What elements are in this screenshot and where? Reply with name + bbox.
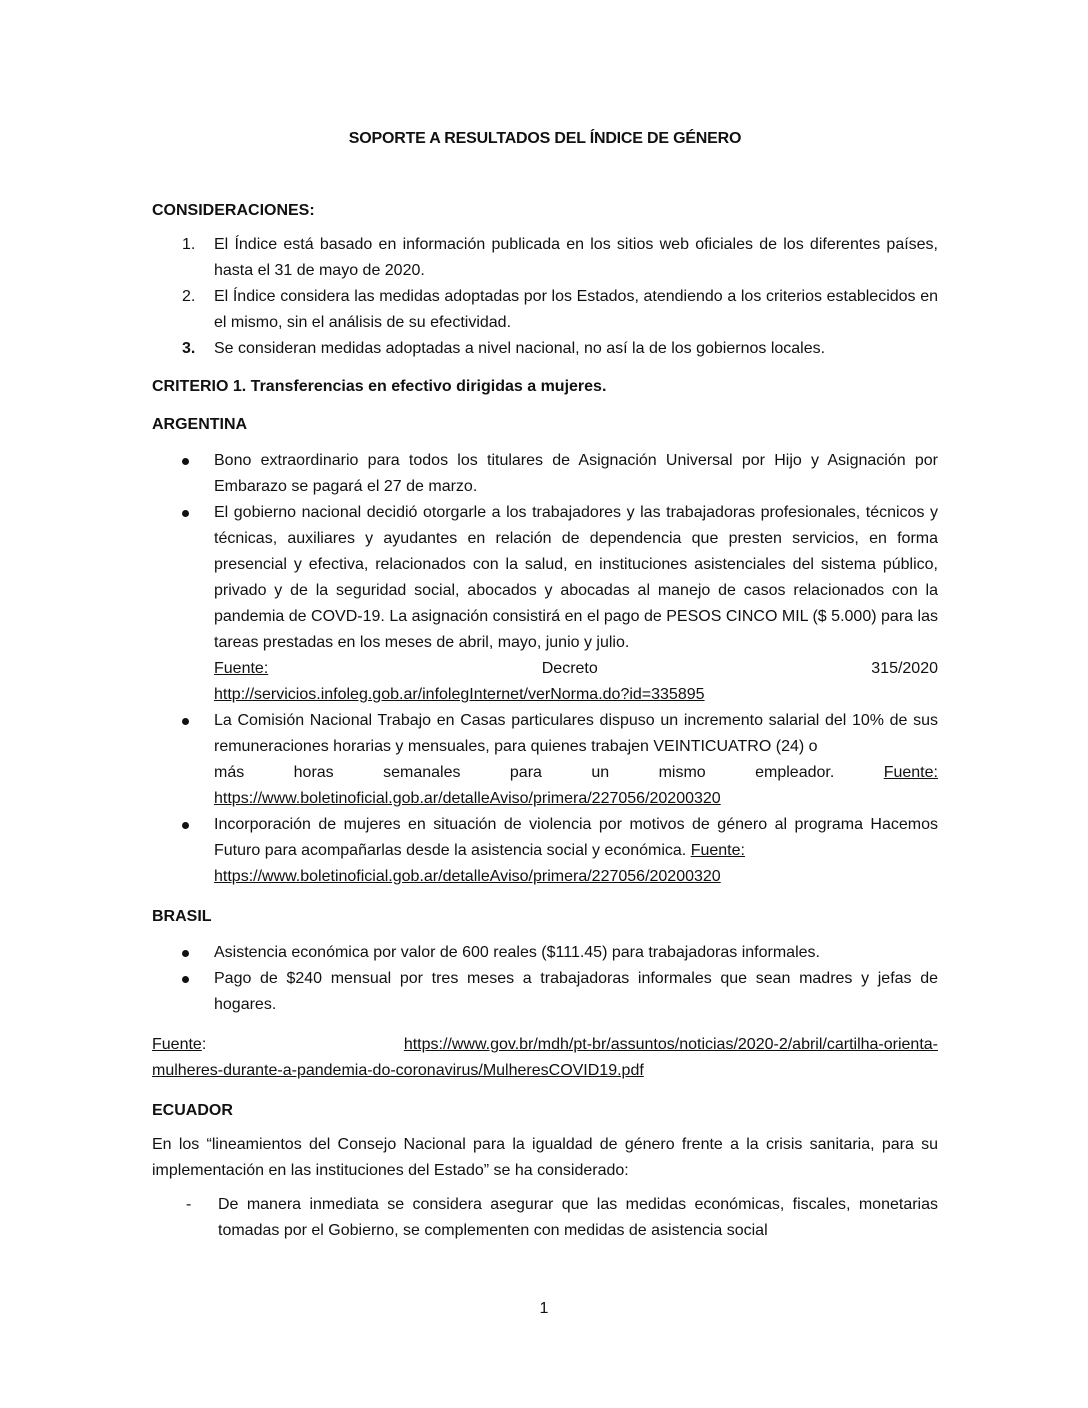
ecuador-list	[152, 1192, 938, 1244]
word: semanales	[383, 764, 461, 781]
bullet-icon	[182, 950, 189, 957]
list-item	[152, 966, 938, 1018]
fuente-label: Fuente	[152, 1036, 202, 1053]
item-text: El Índice considera las medidas adoptadas por los Estados, atendiendo a los criterios establecidos en el mismo, sin el análisis de su efectividad.	[214, 288, 938, 331]
dash-marker: -	[186, 1196, 192, 1213]
source-link-continued[interactable]: mulheres-durante-a-pandemia-do-coronavirus/MulheresCOVID19.pdf	[152, 1062, 644, 1079]
list-item	[152, 284, 938, 336]
consideraciones-list	[152, 232, 938, 362]
list-item	[152, 1192, 938, 1244]
criterio-heading: CRITERIO 1. Transferencias en efectivo dirigidas a mujeres.	[152, 378, 607, 395]
item-text: Bono extraordinario para todos los titulares de Asignación Universal por Hijo y Asignación por Embarazo se pagará el 27 de marzo.	[214, 452, 938, 495]
word: empleador.	[755, 764, 835, 781]
word: más	[214, 764, 245, 781]
list-item	[152, 448, 938, 500]
source-link[interactable]: https://www.boletinoficial.gob.ar/detalleAviso/primera/227056/20200320	[214, 790, 721, 807]
bullet-icon	[182, 458, 189, 465]
item-text: Asistencia económica por valor de 600 reales ($111.45) para trabajadoras informales.	[214, 944, 820, 961]
fuente-text	[152, 1032, 206, 1058]
fuente-label: Fuente:	[214, 660, 269, 677]
source-link[interactable]: http://servicios.infoleg.gob.ar/infolegInternet/verNorma.do?id=335895	[214, 686, 705, 703]
source-link[interactable]: https://www.gov.br/mdh/pt-br/assuntos/noticias/2020-2/abril/cartilha-orienta-	[403, 1036, 938, 1053]
fuente-label: Fuente:	[883, 764, 938, 781]
list-item	[152, 812, 938, 890]
ecuador-heading: ECUADOR	[152, 1102, 233, 1119]
item-text: Incorporación de mujeres en situación de violencia por motivos de género al programa Hacemos Futuro para acompañarlas desde la asistencia social y económica.	[214, 816, 938, 859]
page-content	[152, 126, 938, 1244]
decreto-label: Decreto	[541, 660, 598, 677]
list-item	[152, 940, 938, 966]
word: mismo	[658, 764, 706, 781]
brasil-heading: BRASIL	[152, 908, 212, 925]
list-item	[152, 500, 938, 708]
bullet-icon	[182, 976, 189, 983]
item-text: Se consideran medidas adoptadas a nivel nacional, no así la de los gobiernos locales.	[214, 340, 826, 357]
argentina-list	[152, 448, 938, 890]
page-number: 1	[539, 1300, 549, 1317]
list-item	[152, 232, 938, 284]
fuente-row	[214, 656, 938, 682]
word: horas	[293, 764, 334, 781]
item-text: El gobierno nacional decidió otorgarle a los trabajadores y las trabajadoras profesionales, técnicos y técnicas, auxiliares y ayudantes en relación de dependencia que presten servicios, en forma presencial y efectiva, relacionados con la salud, en instituciones asistenciales del sistema público, privado y de la seguridad social, abocados y abocadas al manejo de casos relacionados con la pandemia de COVD-19. La asignación consistirá en el pago de PESOS CINCO MIL ($ 5.000) para las tareas prestadas en los meses de abril, mayo, junio y julio.	[214, 504, 938, 651]
argentina-heading: ARGENTINA	[152, 416, 248, 433]
list-item	[152, 708, 938, 812]
fuente-colon: :	[201, 1036, 207, 1053]
ecuador-intro: En los “lineamientos del Consejo Nacional para la igualdad de género frente a la crisis sanitaria, para su implementación en las instituciones del Estado” se ha considerado:	[152, 1136, 938, 1179]
consideraciones-heading: CONSIDERACIONES:	[152, 202, 315, 219]
bullet-icon	[182, 822, 189, 829]
brasil-fuente	[152, 1032, 938, 1084]
item-text: El Índice está basado en información publicada en los sitios web oficiales de los diferentes países, hasta el 31 de mayo de 2020.	[214, 236, 938, 279]
bullet-icon	[182, 718, 189, 725]
item-text: La Comisión Nacional Trabajo en Casas particulares dispuso un incremento salarial del 10% de sus remuneraciones horarias y mensuales, para quienes trabajen VEINTICUATRO (24) o	[214, 712, 938, 755]
item-number: 1.	[182, 236, 196, 253]
word: para	[509, 764, 542, 781]
word: un	[591, 764, 610, 781]
fuente-label: Fuente:	[690, 842, 745, 859]
item-number: 3.	[182, 340, 196, 357]
brasil-list	[152, 940, 938, 1018]
source-link[interactable]: https://www.boletinoficial.gob.ar/detalleAviso/primera/227056/20200320	[214, 868, 721, 885]
list-item	[152, 336, 938, 362]
spread-line	[214, 760, 938, 786]
item-text: De manera inmediata se considera asegurar que las medidas económicas, fiscales, monetarias tomadas por el Gobierno, se complementen con medidas de asistencia social	[218, 1196, 938, 1239]
item-number: 2.	[182, 288, 196, 305]
item-text: Pago de $240 mensual por tres meses a trabajadoras informales que sean madres y jefas de hogares.	[214, 970, 938, 1013]
decreto-number: 315/2020	[871, 660, 938, 677]
bullet-icon	[182, 510, 189, 517]
document-title: SOPORTE A RESULTADOS DEL ÍNDICE DE GÉNERO	[348, 130, 742, 147]
fuente-row	[152, 1032, 938, 1058]
